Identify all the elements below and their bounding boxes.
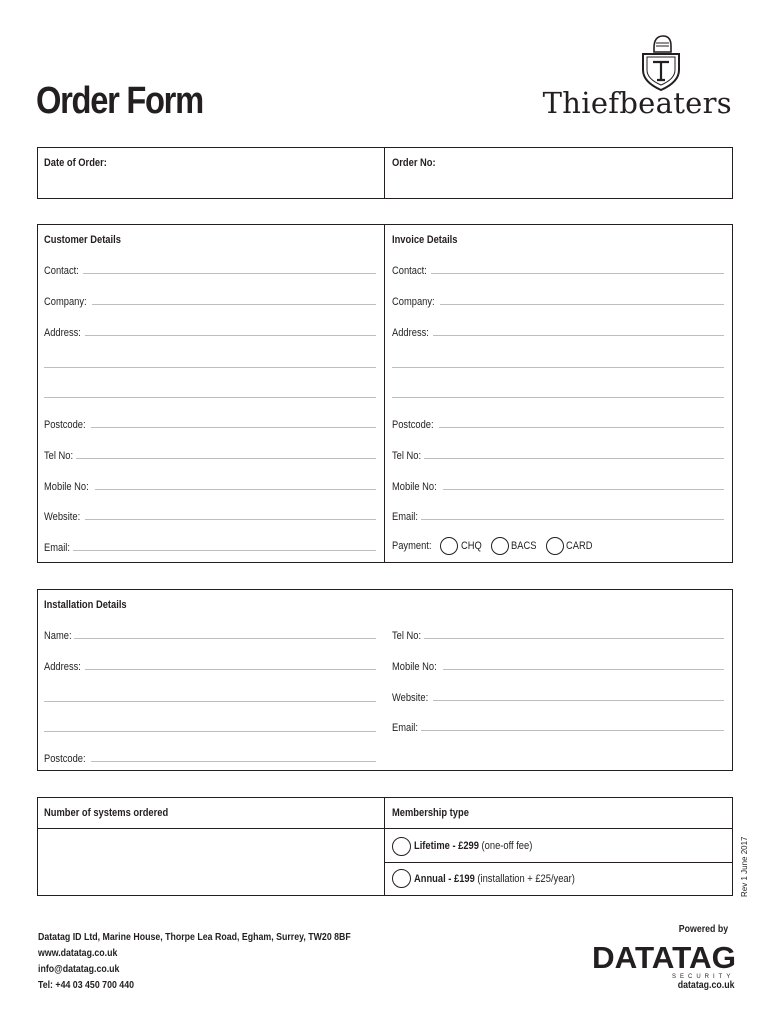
datatag-logo-word: DATATAG	[592, 940, 736, 975]
datatag-logo-sub: SECURITY	[672, 974, 735, 980]
datatag-logo	[590, 938, 738, 980]
payment-chq-label: CHQ	[461, 540, 482, 552]
payment-card-radio[interactable]	[546, 537, 564, 555]
knight-helmet-shield-icon	[640, 34, 682, 92]
customer-address-line-2[interactable]	[44, 367, 376, 368]
invoice-address-line-3[interactable]	[392, 397, 724, 398]
footer-email[interactable]: info@datatag.co.uk	[38, 964, 120, 975]
payment-chq-radio[interactable]	[440, 537, 458, 555]
installation-address-field[interactable]: Address:	[44, 657, 376, 673]
invoice-contact-field[interactable]: Contact:	[392, 261, 724, 277]
payment-label: Payment:	[392, 540, 432, 552]
invoice-tel-field[interactable]: Tel No:	[392, 446, 724, 462]
customer-postcode-field[interactable]: Postcode:	[44, 415, 376, 431]
lifetime-radio[interactable]	[392, 837, 411, 856]
customer-company-field[interactable]: Company:	[44, 292, 376, 308]
invoice-email-field[interactable]: Email:	[392, 507, 724, 523]
customer-website-field[interactable]: Website:	[44, 507, 376, 523]
installation-mobile-field[interactable]: Mobile No:	[392, 657, 724, 673]
installation-address-line-3[interactable]	[44, 731, 376, 732]
brand-logo-text: Thiefbeaters	[542, 86, 732, 120]
lifetime-note: (one-off fee)	[481, 840, 533, 852]
invoice-company-field[interactable]: Company:	[392, 292, 724, 308]
datatag-site-link[interactable]: datatag.co.uk	[677, 980, 734, 991]
installation-website-field[interactable]: Website:	[392, 688, 724, 704]
footer-website[interactable]: www.datatag.co.uk	[38, 948, 118, 959]
customer-address-line-3[interactable]	[44, 397, 376, 398]
lifetime-option	[414, 840, 532, 852]
invoice-address-line-2[interactable]	[392, 367, 724, 368]
installation-postcode-field[interactable]: Postcode:	[44, 749, 376, 765]
systems-ordered-heading: Number of systems ordered	[44, 807, 169, 819]
installation-tel-field[interactable]: Tel No:	[392, 626, 724, 642]
membership-type-heading: Membership type	[392, 807, 469, 819]
page-title: Order Form	[36, 80, 203, 122]
customer-mobile-field[interactable]: Mobile No:	[44, 477, 376, 493]
lifetime-price: Lifetime - £299	[414, 840, 479, 852]
installation-email-field[interactable]: Email:	[392, 718, 724, 734]
installation-name-field[interactable]: Name:	[44, 626, 376, 642]
customer-details-heading: Customer Details	[44, 234, 121, 246]
invoice-details-heading: Invoice Details	[392, 234, 458, 246]
customer-address-field[interactable]: Address:	[44, 323, 376, 339]
customer-tel-field[interactable]: Tel No:	[44, 446, 376, 462]
payment-bacs-label: BACS	[511, 540, 537, 552]
invoice-postcode-field[interactable]: Postcode:	[392, 415, 724, 431]
revision-note: Rev 1 June 2017	[740, 836, 749, 897]
order-no-label: Order No:	[392, 157, 436, 169]
footer-tel: Tel: +44 03 450 700 440	[38, 980, 134, 991]
invoice-address-field[interactable]: Address:	[392, 323, 724, 339]
customer-contact-field[interactable]: Contact:	[44, 261, 376, 277]
customer-email-field[interactable]: Email:	[44, 538, 376, 554]
annual-price: Annual - £199	[414, 873, 475, 885]
footer-address: Datatag ID Ltd, Marine House, Thorpe Lea Road, Egham, Surrey, TW20 8BF	[38, 932, 351, 943]
annual-option	[414, 873, 575, 885]
installation-box	[37, 589, 733, 771]
payment-card-label: CARD	[566, 540, 593, 552]
annual-radio[interactable]	[392, 869, 411, 888]
powered-by-label: Powered by	[678, 924, 728, 935]
invoice-mobile-field[interactable]: Mobile No:	[392, 477, 724, 493]
annual-note: (installation + £25/year)	[477, 873, 575, 885]
installation-address-line-2[interactable]	[44, 701, 376, 702]
payment-bacs-radio[interactable]	[491, 537, 509, 555]
installation-details-heading: Installation Details	[44, 599, 127, 611]
date-of-order-label: Date of Order:	[44, 157, 107, 169]
